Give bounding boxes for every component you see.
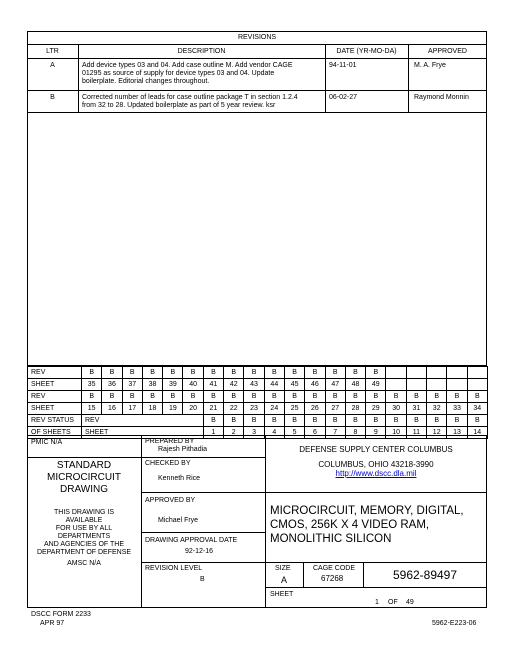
- document-id: 5962-E223-06: [432, 620, 477, 627]
- status-cell: 46: [305, 379, 325, 391]
- status-cell: [406, 367, 426, 379]
- status-cell: 41: [203, 379, 223, 391]
- revision-date: 06-02-27: [329, 94, 358, 101]
- status-cell: B: [305, 367, 325, 379]
- status-cell: B: [163, 367, 183, 379]
- status-cell: 39: [163, 379, 183, 391]
- status-cell: B: [183, 367, 203, 379]
- status-cell: 13: [447, 427, 467, 439]
- status-cell: 48: [345, 379, 365, 391]
- status-row: [28, 391, 488, 403]
- checked-by-name: Kenneth Rice: [158, 475, 201, 482]
- status-cell: [427, 367, 447, 379]
- status-cell: 37: [122, 379, 142, 391]
- status-cell: B: [325, 415, 345, 427]
- status-cell: B: [386, 391, 406, 403]
- status-cell: 6: [305, 427, 325, 439]
- revision-description-line: from 32 to 28. Updated boilerplate as part of 5 year review. ksr: [82, 102, 276, 109]
- revision-approver: Raymond Monnin: [414, 94, 469, 101]
- status-cell: 27: [325, 403, 345, 415]
- status-cell: 16: [102, 403, 122, 415]
- status-cell: 12: [427, 427, 447, 439]
- drawing-title: CMOS, 256K X 4 VIDEO RAM,: [270, 519, 430, 531]
- status-cell: 43: [244, 379, 264, 391]
- status-row-sublabel: SHEET: [82, 427, 204, 439]
- status-cell: B: [163, 391, 183, 403]
- status-cell: B: [102, 367, 122, 379]
- header-description: DESCRIPTION: [177, 48, 226, 55]
- status-cell: [447, 379, 467, 391]
- status-cell: B: [406, 391, 426, 403]
- status-cell: B: [183, 391, 203, 403]
- agency-city: COLUMBUS, OHIO 43218-3990: [318, 460, 434, 469]
- sheet-of-label: OF: [388, 599, 398, 606]
- status-cell: 14: [467, 427, 487, 439]
- status-row-label: REV: [28, 367, 82, 379]
- status-cell: 29: [366, 403, 386, 415]
- pmic-label: PMIC N/A: [31, 439, 63, 446]
- status-cell: 33: [447, 403, 467, 415]
- approved-by-name: Michael Frye: [158, 517, 199, 524]
- status-cell: 42: [224, 379, 244, 391]
- status-cell: 1: [203, 427, 223, 439]
- status-cell: 10: [386, 427, 406, 439]
- status-cell: 3: [244, 427, 264, 439]
- status-cell: [467, 367, 487, 379]
- status-cell: B: [142, 367, 162, 379]
- status-cell: B: [447, 415, 467, 427]
- status-cell: [386, 379, 406, 391]
- status-cell: B: [264, 367, 284, 379]
- status-cell: B: [284, 367, 304, 379]
- revision-description-line: Corrected number of leads for case outline package T in section 1.2.4: [82, 94, 298, 101]
- revision-letter: B: [50, 94, 55, 101]
- status-cell: B: [427, 415, 447, 427]
- status-cell: B: [427, 391, 447, 403]
- status-cell: 36: [102, 379, 122, 391]
- amsc-label: AMSC N/A: [67, 560, 101, 567]
- status-cell: B: [244, 367, 264, 379]
- status-cell: [427, 379, 447, 391]
- drawing-title: MONOLITHIC SILICON: [270, 533, 392, 545]
- status-cell: 31: [406, 403, 426, 415]
- form-number: DSCC FORM 2233: [31, 611, 91, 618]
- status-cell: B: [203, 391, 223, 403]
- status-cell: 19: [163, 403, 183, 415]
- status-cell: B: [264, 415, 284, 427]
- status-cell: B: [203, 415, 223, 427]
- revision-approver: M. A. Frye: [414, 62, 446, 69]
- prepared-by-name: Rajesh Pithadia: [158, 446, 208, 453]
- status-cell: B: [244, 391, 264, 403]
- status-cell: B: [203, 367, 223, 379]
- status-cell: 4: [264, 427, 284, 439]
- status-cell: B: [305, 391, 325, 403]
- standard-drawing-title: DRAWING: [60, 484, 108, 495]
- status-cell: 45: [284, 379, 304, 391]
- status-cell: 28: [345, 403, 365, 415]
- cage-code-value: 67268: [321, 574, 344, 583]
- status-cell: 21: [203, 403, 223, 415]
- status-cell: B: [82, 391, 102, 403]
- status-cell: 38: [142, 379, 162, 391]
- sheet-total: 49: [406, 599, 414, 606]
- revision-date: 94-11-01: [329, 62, 357, 69]
- status-cell: B: [284, 391, 304, 403]
- status-cell: 11: [406, 427, 426, 439]
- status-cell: 34: [467, 403, 487, 415]
- status-cell: B: [102, 391, 122, 403]
- revision-letter: A: [50, 62, 55, 69]
- availability-note: AVAILABLE: [65, 517, 103, 524]
- status-cell: 25: [284, 403, 304, 415]
- status-cell: B: [244, 415, 264, 427]
- status-cell: 22: [224, 403, 244, 415]
- status-cell: 40: [183, 379, 203, 391]
- status-row-label: REV STATUS: [28, 415, 82, 427]
- approved-by-label: APPROVED BY: [145, 497, 196, 504]
- availability-note: FOR USE BY ALL: [55, 525, 113, 532]
- status-cell: B: [325, 391, 345, 403]
- status-cell: 9: [366, 427, 386, 439]
- sheet-number: 1: [375, 599, 379, 606]
- approval-date-value: 92-12-16: [185, 548, 214, 555]
- status-row: [28, 403, 488, 415]
- status-cell: B: [284, 415, 304, 427]
- status-cell: B: [345, 391, 365, 403]
- status-cell: B: [467, 415, 487, 427]
- status-cell: B: [366, 415, 386, 427]
- status-row-label: REV: [28, 391, 82, 403]
- status-row-label: SHEET: [28, 403, 82, 415]
- status-cell: [386, 367, 406, 379]
- header-ltr: LTR: [46, 48, 59, 55]
- standard-drawing-title: MICROCIRCUIT: [47, 472, 121, 483]
- status-cell: B: [467, 391, 487, 403]
- status-cell: 5: [284, 427, 304, 439]
- cage-code-label: CAGE CODE: [313, 565, 356, 572]
- status-cell: 44: [264, 379, 284, 391]
- status-cell: B: [122, 367, 142, 379]
- drawing-title: MICROCIRCUIT, MEMORY, DIGITAL,: [270, 505, 464, 517]
- status-cell: 26: [305, 403, 325, 415]
- status-cell: 23: [244, 403, 264, 415]
- status-cell: B: [447, 391, 467, 403]
- revision-level-label: REVISION LEVEL: [145, 565, 203, 572]
- status-cell: B: [345, 415, 365, 427]
- status-cell: 49: [366, 379, 386, 391]
- status-cell: B: [345, 367, 365, 379]
- status-cell: [467, 379, 487, 391]
- form-date: APR 97: [40, 620, 65, 627]
- status-cell: 47: [325, 379, 345, 391]
- status-cell: B: [142, 391, 162, 403]
- status-cell: B: [224, 391, 244, 403]
- status-cell: B: [366, 367, 386, 379]
- revision-description-line: Add device types 03 and 04. Add case outline M. Add vendor CAGE: [82, 62, 293, 69]
- status-cell: 24: [264, 403, 284, 415]
- status-row-sublabel: REV: [82, 415, 204, 427]
- status-cell: 18: [142, 403, 162, 415]
- agency-url-link[interactable]: http://www.dscc.dla.mil: [335, 469, 417, 478]
- sheet-status-grid: [27, 366, 488, 439]
- status-cell: 35: [82, 379, 102, 391]
- revisions-title: REVISIONS: [237, 34, 277, 41]
- availability-note: DEPARTMENT OF DEFENSE: [36, 549, 132, 556]
- status-cell: B: [366, 391, 386, 403]
- revision-description-line: boilerplate. Editorial changes throughout.: [82, 78, 210, 85]
- availability-note: THIS DRAWING IS: [53, 509, 115, 516]
- standard-drawing-title: STANDARD: [56, 460, 112, 471]
- prepared-by-label: PREPARED BY: [145, 438, 195, 445]
- size-label: SIZE: [275, 565, 291, 572]
- status-row: [28, 367, 488, 379]
- status-cell: B: [386, 415, 406, 427]
- size-value: A: [281, 575, 288, 585]
- status-cell: 30: [386, 403, 406, 415]
- revision-level-value: B: [200, 576, 205, 583]
- status-cell: 32: [427, 403, 447, 415]
- status-cell: 17: [122, 403, 142, 415]
- status-cell: 7: [325, 427, 345, 439]
- status-cell: [406, 379, 426, 391]
- drawing-number: 5962-89497: [392, 568, 458, 582]
- status-cell: B: [82, 367, 102, 379]
- status-row-label: SHEET: [28, 379, 82, 391]
- header-date: DATE (YR-MO-DA): [336, 48, 397, 55]
- status-row-label: OF SHEETS: [28, 427, 82, 439]
- header-approved: APPROVED: [428, 48, 467, 55]
- revision-description-line: 01295 as source of supply for device types 03 and 04. Update: [82, 70, 275, 77]
- status-cell: 20: [183, 403, 203, 415]
- status-cell: B: [224, 415, 244, 427]
- agency-name: DEFENSE SUPPLY CENTER COLUMBUS: [299, 445, 453, 454]
- approval-date-label: DRAWING APPROVAL DATE: [145, 537, 238, 544]
- status-row: [28, 415, 488, 427]
- availability-note: AND AGENCIES OF THE: [44, 541, 124, 548]
- status-cell: B: [264, 391, 284, 403]
- status-cell: 15: [82, 403, 102, 415]
- status-cell: 8: [345, 427, 365, 439]
- status-cell: B: [406, 415, 426, 427]
- status-cell: B: [224, 367, 244, 379]
- status-cell: B: [325, 367, 345, 379]
- status-cell: 2: [224, 427, 244, 439]
- status-row: [28, 379, 488, 391]
- status-cell: [447, 367, 467, 379]
- status-cell: B: [305, 415, 325, 427]
- sheet-label: SHEET: [270, 591, 294, 598]
- checked-by-label: CHECKED BY: [145, 460, 191, 467]
- availability-note: DEPARTMENTS: [57, 533, 111, 540]
- status-cell: B: [122, 391, 142, 403]
